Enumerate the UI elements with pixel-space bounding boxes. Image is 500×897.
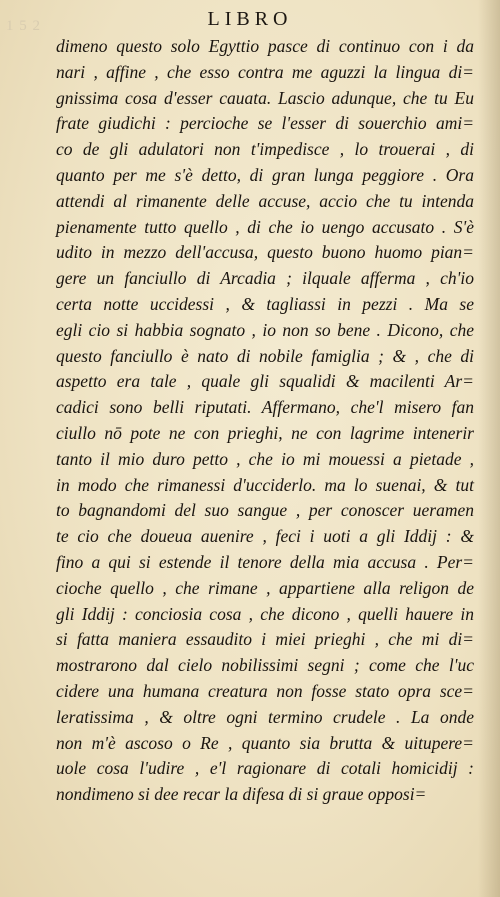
text-line: tanto il mio duro petto , che io mi mouessi a pietade , bbox=[56, 448, 474, 469]
text-line: pienamente tutto quello , di che io uengo accusato . S'è bbox=[56, 216, 474, 237]
text-line: attendi al rimanente delle accuse, accio che tu intenda bbox=[56, 190, 474, 211]
text-line: dimeno questo solo Egyttio pasce di continuo con i da bbox=[56, 36, 474, 56]
text-line: frate giudichi : percioche se l'esser di souerchio ami= bbox=[56, 113, 474, 134]
text-line: gli Iddij : conciosia cosa , che dicono , quelli hauere in bbox=[56, 603, 474, 624]
text-line: gere un fanciullo di Arcadia ; ilquale afferma , ch'io bbox=[56, 268, 474, 289]
text-line: quanto per me s'è detto, di gran lunga peggiore . Ora bbox=[56, 164, 474, 185]
text-line: cidere una humana creatura non fosse stato opra sce= bbox=[56, 680, 474, 701]
text-line: aspetto era tale , quale gli squalidi & macilenti Ar= bbox=[56, 371, 474, 392]
text-line: udito in mezzo dell'accusa, questo buono huomo pian= bbox=[56, 242, 474, 263]
text-line: gnissima cosa d'esser cauata. Lascio adunque, che tu Eu bbox=[56, 87, 474, 108]
text-line: egli cio si habbia sognato , io non so bene . Dicono, che bbox=[56, 319, 474, 340]
text-line: nondimeno si dee recar la difesa di si graue opposi= bbox=[56, 784, 427, 805]
text-line: nari , affine , che esso contra me aguzzi la lingua di= bbox=[56, 61, 474, 82]
bleed-through-text: 1 5 2 bbox=[6, 18, 41, 34]
text-line: mostrarono dal cielo nobilissimi segni ; come che l'uc bbox=[56, 655, 474, 676]
text-line: in modo che rimanessi d'ucciderlo. ma lo suenai, & tut bbox=[56, 474, 474, 495]
text-line: non m'è ascoso o Re , quanto sia brutta & uitupere= bbox=[56, 732, 474, 753]
text-line: to bagnandomi del suo sangue , per conoscer ueramen bbox=[56, 500, 474, 521]
text-line: uole cosa l'udire , e'l ragionare di cotali homicidij : bbox=[56, 758, 474, 779]
text-line: co de gli adulatori non t'impedisce , lo trouerai , di bbox=[56, 139, 474, 160]
text-line: questo fanciullo è nato di nobile famiglia ; & , che di bbox=[56, 345, 474, 366]
text-line: certa notte uccidessi , & tagliassi in pezzi . Ma se bbox=[56, 293, 474, 314]
text-line: leratissima , & oltre ogni termino crudele . La onde bbox=[56, 706, 474, 727]
body-text bbox=[56, 34, 474, 808]
text-line: cioche quello , che rimane , appartiene alla religon de bbox=[56, 577, 474, 598]
text-line: ciullo nō pote ne con prieghi, ne con lagrime intenerir bbox=[56, 422, 474, 443]
spine-shadow bbox=[478, 0, 500, 897]
running-head: LIBRO bbox=[207, 8, 293, 30]
text-line: cadici sono belli riputati. Affermano, che'l misero fan bbox=[56, 397, 474, 418]
text-line: fino a qui si estende il tenore della mia accusa . Per= bbox=[56, 551, 474, 572]
text-line: si fatta maniera essaudito i miei prieghi , che mi di= bbox=[56, 629, 474, 650]
text-line: te cio che doueua auenire , feci i uoti a gli Iddij : & bbox=[56, 526, 474, 547]
